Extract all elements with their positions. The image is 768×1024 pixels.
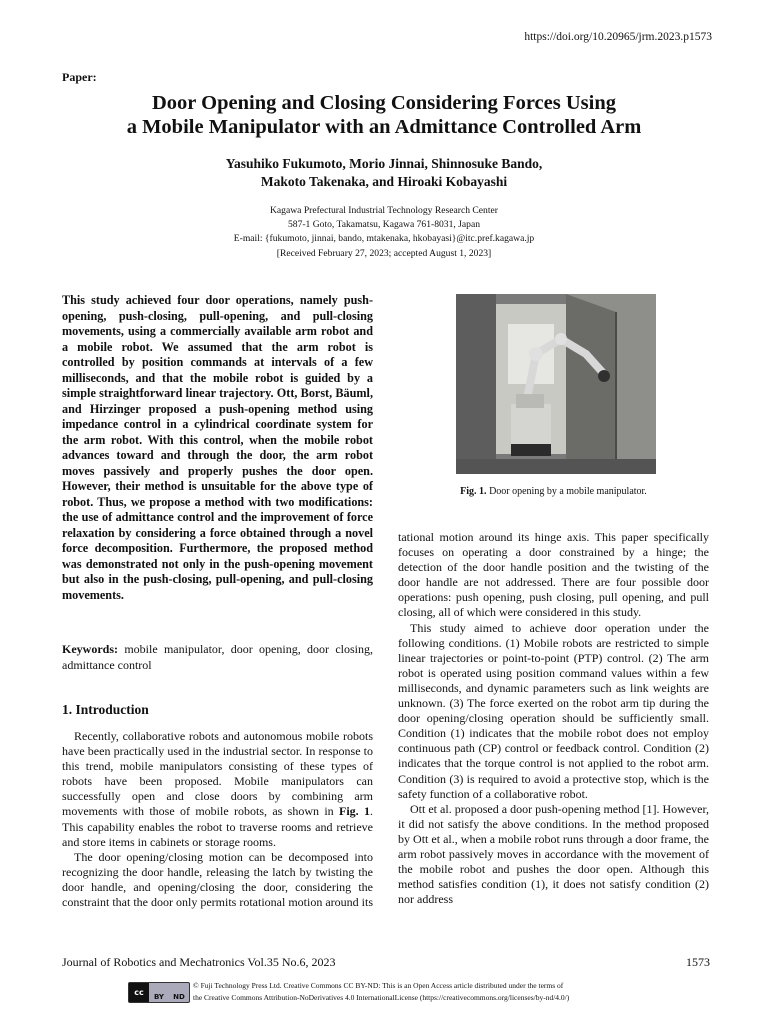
doi-link[interactable]: https://doi.org/10.20965/jrm.2023.p1573 bbox=[524, 31, 712, 43]
paragraph: The door opening/closing motion can be decomposed into recognizing the door handle, releasing the latch by twisting the door handle, and opening/closing the door, considering the constraint that the door only permits rotational motion around its bbox=[62, 849, 373, 910]
journal-footer: Journal of Robotics and Mechatronics Vol.35 No.6, 2023 bbox=[62, 955, 336, 969]
paragraph: This study aimed to achieve door operation under the following conditions. (1) Mobile robots are restricted to simple linear trajectories or point-to-point (PTP) control. (2) The arm robot is operated using position command values within a few milliseconds, and dynamic parameters such as link weights are unknown. (3) The force exerted on the robot arm tip during the door opening/closing operation should be sufficiently small. Condition (1) indicates that the mobile robot does not employ continuous path (CP) control or feedback control. Condition (2) indicates that the torque control is not applied to the robot arm. Condition (3) is required to avoid a protective stop, which is the safety function of a collaborative robot. bbox=[398, 620, 709, 801]
email: E-mail: {fukumoto, jinnai, bando, mtakenaka, hkobayasi}@itc.pref.kagawa.jp bbox=[233, 233, 535, 245]
intro-right-column bbox=[398, 530, 709, 907]
institution: Kagawa Prefectural Industrial Technology Research Center bbox=[270, 205, 498, 216]
received-dates: [Received February 27, 2023; accepted August 1, 2023] bbox=[276, 247, 492, 259]
keywords bbox=[62, 642, 373, 673]
by-icon: BY bbox=[153, 993, 165, 1001]
figure-caption bbox=[398, 486, 709, 497]
author-line: Makoto Takenaka, and Hiroaki Kobayashi bbox=[260, 174, 508, 189]
license-line[interactable]: the Creative Commons Attribution-NoDerivatives 4.0 InternationalLicense (https://creativecommons.org/licenses/by-nd/4.0/) bbox=[193, 992, 570, 1002]
article-type-label: Paper: bbox=[62, 70, 97, 84]
cc-icon: cc bbox=[129, 983, 149, 1002]
page-number: 1573 bbox=[686, 955, 710, 969]
paragraph: Ott et al. proposed a door push-opening method [1]. However, it did not satisfy the above conditions. In the method proposed by Ott et al., when a mobile robot runs through a door frame, the arm robot passively moves in accordance with the movement of the mobile robot and pushes the door open. Although this method satisfies condition (1), it does not satisfy condition (2) nor address bbox=[398, 801, 709, 907]
license-line: © Fuji Technology Press Ltd. Creative Commons CC BY-ND: This is an Open Access article distributed under the terms of bbox=[193, 981, 564, 990]
keywords-text: mobile manipulator, door opening, door closing, admittance control bbox=[62, 642, 373, 672]
section-heading: 1. Introduction bbox=[62, 702, 149, 717]
author-list bbox=[62, 155, 706, 191]
figure-caption-text: Door opening by a mobile manipulator. bbox=[489, 486, 647, 497]
abstract: This study achieved four door operations, namely push-opening, push-closing, pull-opening, and pull-closing movements, using a commercially available arm robot and a mobile robot. We assumed that the arm robot is controlled by position commands at intervals of a few milliseconds, and that the mobile robot is guided by a simple straightforward linear trajectory. Ott, Borst, Bäuml, and Hirzinger proposed a push-opening method using impedance control in a cylindrical coordinate system for the arm robot. With this control, when the mobile robot advances toward and through the door, the arm robot moves passively and properly pushes the door open. However, their method is unsuitable for the above type of robot. Thus, we propose a method with two modifications: the use of admittance control and the improvement of force relaxation by considering a force obtained through a novel force decomposition. Furthermore, the proposed method was demonstrated not only in the push-opening movement but also in the push-closing, pull-opening, and pull-closing movements. bbox=[62, 293, 373, 602]
figure-reference[interactable]: Fig. 1 bbox=[339, 804, 370, 819]
paragraph-text: Recently, collaborative robots and autonomous mobile robots have been practically used in the industrial sector. In response to this trend, mobile manipulators consisting of these types of robots have been proposed. Mobile manipulators can successfully open and close doors by combining arm movements with those of mobile robots, as shown in bbox=[62, 729, 373, 819]
affiliation-block bbox=[62, 204, 706, 261]
paragraph-text: . This capability enables the robot to traverse rooms and retrieve and store items in cabinets or storage rooms. bbox=[62, 804, 373, 849]
figure-label: Fig. 1. bbox=[460, 486, 487, 497]
paper-title bbox=[62, 91, 706, 139]
keywords-label: Keywords: bbox=[62, 642, 118, 656]
title-line: Door Opening and Closing Considering Forces Using bbox=[152, 92, 616, 114]
nd-icon: ND bbox=[173, 993, 185, 1001]
paragraph bbox=[62, 729, 373, 850]
robot-door-photo bbox=[456, 294, 656, 474]
author-line: Yasuhiko Fukumoto, Morio Jinnai, Shinnosuke Bando, bbox=[225, 156, 543, 171]
license-notice bbox=[193, 980, 663, 1003]
title-line: a Mobile Manipulator with an Admittance Controlled Arm bbox=[126, 116, 642, 138]
cc-license-icon[interactable] bbox=[128, 982, 190, 1003]
paragraph-continued: tational motion around its hinge axis. This paper specifically focuses on operating a door constrained by a hinge; the detection of the door handle position and the twisting of the door handle are not addressed. There are four possible door operations: push opening, push closing, pull opening, and pull closing, all of which were considered in this study. bbox=[398, 530, 709, 620]
figure-photo bbox=[456, 294, 656, 474]
intro-left-column bbox=[62, 729, 373, 910]
address: 587-1 Goto, Takamatsu, Kagawa 761-8031, Japan bbox=[287, 219, 481, 231]
